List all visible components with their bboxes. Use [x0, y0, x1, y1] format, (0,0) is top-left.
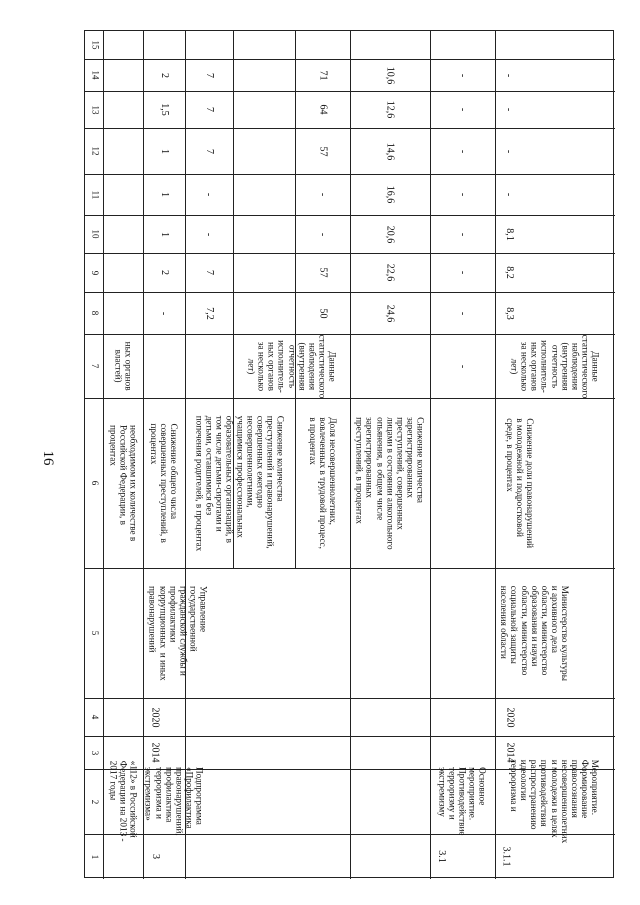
- indicator-1-value: 1: [158, 231, 170, 237]
- row-3-data-source: Данные статистического наблюдения (внутренняя отчетность исполнитель- ных органов за несколько лет): [246, 334, 337, 398]
- row-3-1-number: 3.1: [435, 850, 447, 863]
- col-header-12: 12: [89, 146, 100, 156]
- col-header-2: 2: [89, 799, 100, 804]
- indicator-2-value: -: [203, 232, 215, 236]
- col-header-5: 5: [89, 630, 100, 636]
- indicator-2-value: 7: [203, 72, 215, 78]
- row-3-name: Подпрограмма «Профилактика правонарушений, профилактика терроризма и экстремизма»: [143, 767, 205, 836]
- indicator-3-value: 50: [317, 308, 328, 318]
- row-3-1-dash: -: [457, 270, 468, 275]
- col-header-7: 7: [89, 363, 100, 369]
- indicator-2-text: Снижение количества преступлений и правонарушений, совершенных ежегодно несовершеннолетними, учащимися профессиональных образовательных организаций, в том числе детьми-сиротами и детьми, оставшимися без попечения родителей, в процентах: [194, 415, 286, 551]
- row-3-1-dash: -: [457, 364, 468, 368]
- row-3-1-1-value: -: [503, 73, 515, 77]
- row-3-1-dash: -: [457, 73, 468, 77]
- indicator-2-value: -: [203, 192, 215, 197]
- indicator-3-value: 71: [317, 70, 328, 80]
- indicator-2-value: 7,2: [203, 306, 215, 320]
- col-header-4: 4: [89, 714, 100, 720]
- row-3-1-1-indicator-text: Снижение доли правонарушений в молодежной и подростковой среде, в процентах: [504, 418, 536, 548]
- cont-data-source: ных органов властей): [113, 341, 134, 391]
- col-header-15: 15: [89, 40, 100, 50]
- row-3-executor: Управление государственной гражданской службы и профилактики коррупционных и иных правонарушений: [147, 585, 209, 681]
- indicator-1-value: 2: [158, 72, 170, 78]
- indicator-1-value: 2: [158, 270, 170, 275]
- row-3-1-1-executor: Министерство культуры и архивного дела области, министерство образования и науки области, министерство социальной защиты населения области: [499, 585, 571, 681]
- row-3-number: 3: [149, 854, 161, 859]
- indicator-1-value: -: [158, 311, 170, 315]
- indicator-4-value: 10,6: [384, 66, 396, 84]
- indicator-1-text: Снижение общего числа совершенных преступлений, в процентах: [148, 423, 180, 543]
- indicator-4-value: 24,6: [384, 304, 396, 322]
- indicator-1-value: 1,5: [158, 103, 170, 116]
- row-3-1-name: Основное мероприятие. Противодействие терроризму и экстремизму: [437, 767, 488, 836]
- indicator-1-value: 1: [158, 148, 170, 154]
- indicator-4-value: 12,6: [384, 100, 396, 119]
- indicator-2-value: 7: [203, 107, 215, 112]
- col-header-3: 3: [89, 750, 100, 755]
- row-3-1-dash: -: [457, 149, 468, 153]
- col-header-14: 14: [89, 70, 100, 80]
- page-number: 16: [40, 450, 57, 466]
- row-3-1-1-value: -: [503, 107, 515, 112]
- col-header-6: 6: [89, 480, 100, 486]
- indicator-4-text: Снижение количества зарегистрированных преступлений, совершенных лицами в состоянии алкогольного опьянения, в общем числе зарегистрированных преступлений, в процентах: [354, 416, 426, 550]
- cont-indicator-text: необходимом их количестве в Российской Федерации, в процентах: [107, 424, 139, 542]
- row-3-1-dash: -: [457, 192, 468, 197]
- indicators-table: [84, 30, 614, 878]
- indicator-2-value: 7: [203, 148, 215, 154]
- indicator-2-value: 7: [203, 270, 215, 275]
- col-header-11: 11: [89, 190, 100, 199]
- row-3-1-1-value: 8,1: [503, 227, 515, 241]
- row-3-1-1-year-to: 2020: [504, 707, 516, 727]
- indicator-3-value: 64: [317, 104, 328, 115]
- col-header-10: 10: [89, 229, 100, 239]
- col-header-13: 13: [89, 104, 100, 114]
- row-3-year-from: 2014: [149, 742, 161, 763]
- row-3-1-dash: -: [457, 232, 468, 236]
- cont-program-name: «112» в Российской Федерации на 2013 - 2017 годы: [107, 761, 139, 842]
- row-3-1-1-value: 8,3: [503, 306, 515, 320]
- row-3-1-1-number: 3.1.1: [500, 846, 512, 867]
- col-header-8: 8: [89, 310, 100, 316]
- indicator-4-value: 16,6: [384, 185, 396, 204]
- row-3-1-dash: -: [457, 311, 468, 315]
- col-header-1: 1: [89, 854, 100, 859]
- row-3-1-1-data-source: Данные статистического наблюдения (внутренняя отчетность исполнитель- ных органов за несколько лет): [509, 334, 601, 398]
- row-3-1-1-value: -: [503, 192, 515, 197]
- indicator-3-value: 57: [317, 146, 328, 156]
- row-3-year-to: 2020: [149, 707, 161, 727]
- indicator-3-text: Доля несовершеннолетних, вовлеченных в трудовой процесс, в процентах: [307, 417, 338, 549]
- indicator-3-value: -: [317, 192, 328, 197]
- indicator-3-value: 57: [317, 267, 328, 278]
- row-3-1-1-value: -: [503, 149, 515, 153]
- indicator-4-value: 14,6: [384, 142, 396, 160]
- row-3-1-1-value: 8,2: [503, 266, 515, 279]
- row-3-1-1-year-from: 2014: [504, 742, 516, 763]
- col-header-9: 9: [89, 270, 100, 275]
- indicator-1-value: 1: [158, 192, 170, 197]
- indicator-4-value: 22,6: [384, 263, 396, 282]
- indicator-4-value: 20,6: [384, 225, 396, 243]
- indicator-3-value: -: [317, 232, 328, 236]
- row-3-1-1-name: Мероприятие. Формирование правосознания несовершеннолетних и молодежи в целях противодействия распространению идеологии терроризма и: [509, 759, 601, 844]
- row-3-1-dash: -: [457, 107, 468, 112]
